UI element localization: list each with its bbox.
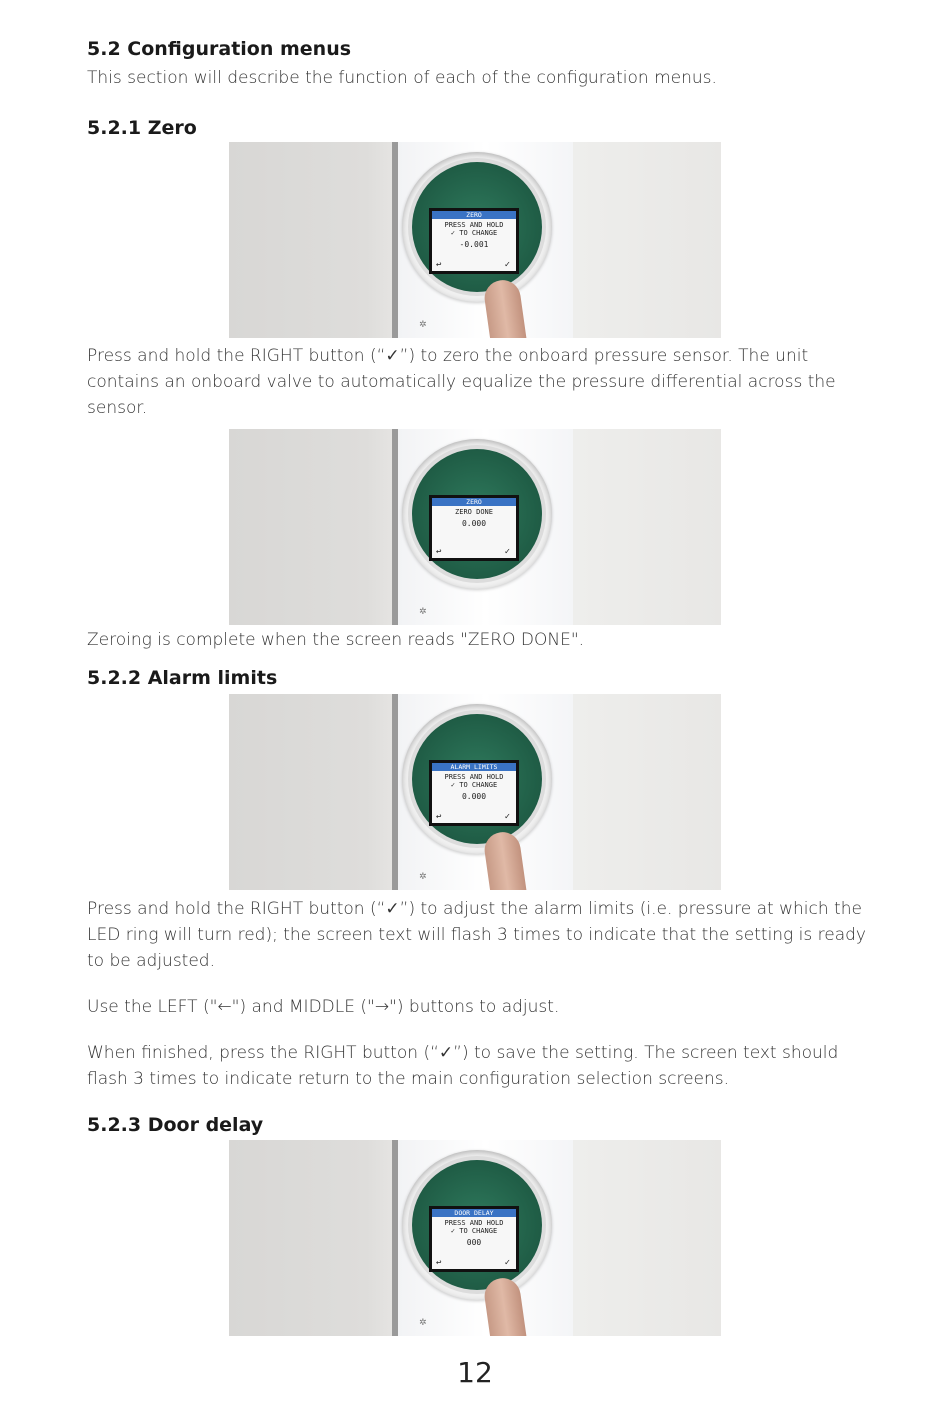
section-intro: This section will describe the function of each of the configuration menus. bbox=[87, 68, 717, 88]
check-icon: ✓ bbox=[504, 812, 510, 822]
check-icon: ✓ bbox=[504, 547, 510, 557]
alarm-heading: 5.2.2 Alarm limits bbox=[87, 667, 278, 689]
check-icon: ✓ bbox=[504, 1258, 510, 1268]
section-heading: 5.2 Configuration menus bbox=[87, 38, 352, 60]
gear-icon: ✲ bbox=[419, 607, 427, 617]
back-icon: ↩ bbox=[436, 260, 442, 270]
check-icon: ✓ bbox=[504, 260, 510, 270]
back-icon: ↩ bbox=[436, 812, 442, 822]
alarm-photo bbox=[229, 694, 721, 890]
alarm-text-3: When finished, press the RIGHT button (“✓”) to save the setting. The screen text should flash 3 times to indicate return to the main configuration selection screens. bbox=[87, 1043, 839, 1089]
zero-photo-press-hold bbox=[229, 142, 721, 338]
back-icon: ↩ bbox=[436, 1258, 442, 1268]
gear-icon: ✲ bbox=[419, 320, 427, 330]
gear-icon: ✲ bbox=[419, 1318, 427, 1328]
back-icon: ↩ bbox=[436, 547, 442, 557]
alarm-text-1: Press and hold the RIGHT button (“✓”) to adjust the alarm limits (i.e. pressure at which the LED ring will turn red); the screen text will flash 3 times to indicate that the setting is ready to be adjusted. bbox=[87, 899, 866, 971]
device-screen: ZERO ZERO DONE 0.000 ↩ ✓ bbox=[432, 498, 516, 558]
page-number: 12 bbox=[457, 1356, 493, 1389]
zero-photo-done bbox=[229, 429, 721, 625]
device-screen: ZERO PRESS AND HOLD ✓ TO CHANGE -0.001 ↩ ✓ bbox=[432, 211, 516, 271]
alarm-text-2: Use the LEFT ("←") and MIDDLE ("→") buttons to adjust. bbox=[87, 997, 560, 1017]
door-heading: 5.2.3 Door delay bbox=[87, 1114, 264, 1136]
zero-text-1: Press and hold the RIGHT button (“✓”) to zero the onboard pressure sensor. The unit contains an onboard valve to automatically equalize the pressure differential across the sensor. bbox=[87, 346, 836, 418]
device-screen: ALARM LIMITS PRESS AND HOLD ✓ TO CHANGE 0.000 ↩ ✓ bbox=[432, 763, 516, 823]
zero-heading: 5.2.1 Zero bbox=[87, 117, 197, 139]
device-screen: DOOR DELAY PRESS AND HOLD ✓ TO CHANGE 000 ↩ ✓ bbox=[432, 1209, 516, 1269]
door-photo bbox=[229, 1140, 721, 1336]
zero-text-2: Zeroing is complete when the screen reads "ZERO DONE". bbox=[87, 630, 585, 650]
gear-icon: ✲ bbox=[419, 872, 427, 882]
